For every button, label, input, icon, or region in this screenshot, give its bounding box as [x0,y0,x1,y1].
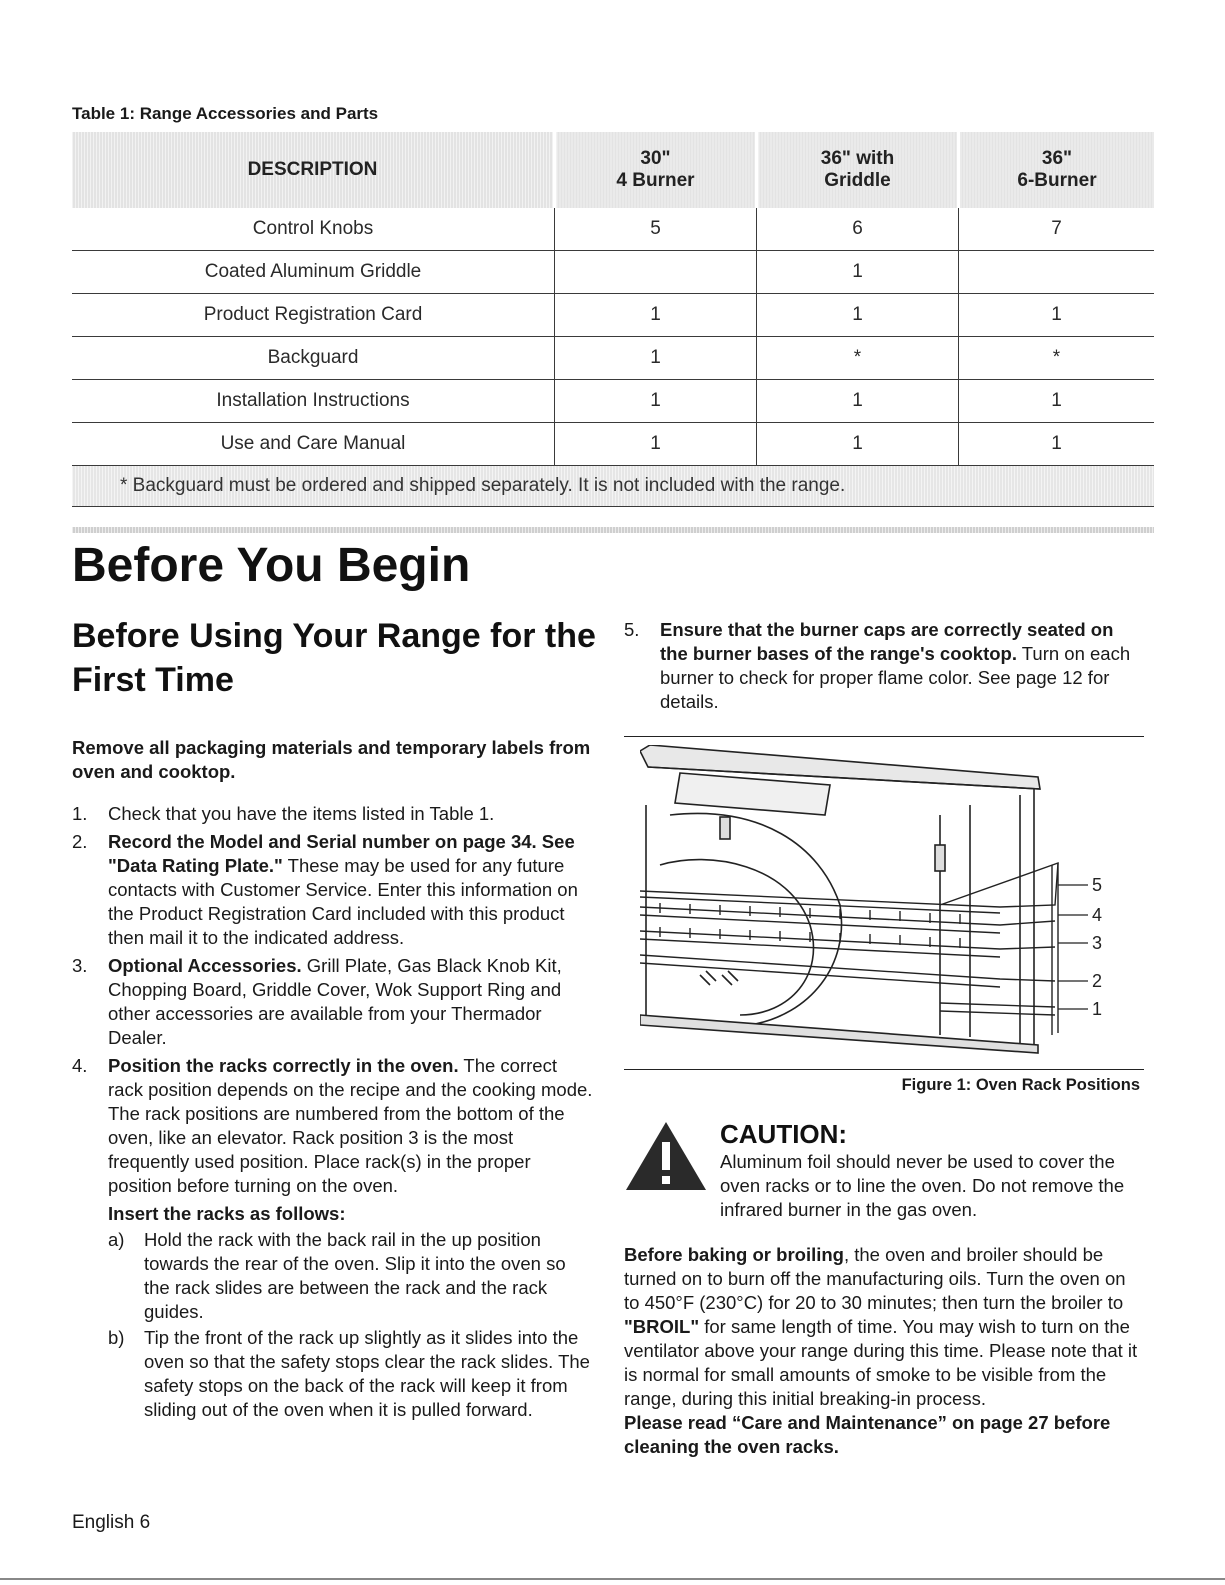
table-cell: 1 [555,423,757,466]
item-number: 1. [72,803,88,824]
section-subtitle: Before Using Your Range for the First Time [72,617,596,699]
intro-text: Remove all packaging materials and temporary labels from oven and cooktop. [72,737,591,782]
header-description [72,132,555,208]
figure-bottom-rule [624,1069,1144,1070]
rack-label-5: 5 [1092,875,1103,895]
rack-2 [640,955,1055,987]
baking-text-1: , the oven and broiler should be turned on to burn off the manufacturing oils. Turn the oven on to 450°F (230°C) for 20 to 30 minutes; then turn the broiler to [624,1244,1126,1313]
table-cell: 7 [959,208,1155,251]
item-bold: Record the Model and Serial number on page 34. See "Data Rating Plate." [108,831,575,876]
item-number: 2. [72,831,88,852]
section-title: Before You Begin [72,539,471,592]
header-36-6-burner [959,132,1155,208]
header-label: 36" with Griddle [820,148,895,191]
table-row [72,208,1154,251]
table-cell: 1 [959,423,1155,466]
list-item [108,1326,594,1422]
table-cell: * [959,337,1155,380]
item-text: The correct rack position depends on the recipe and the cooking mode. The rack positions are numbered from the bottom of the oven, like an elevator. Rack position 3 is the most frequently used position. Place rack(s) in the proper position before turning on the oven. [108,1055,593,1196]
table-cell: Installation Instructions [72,380,555,423]
baking-bold-1: Before baking or broiling [624,1244,844,1265]
item-label: b) [108,1327,125,1348]
header-label: DESCRIPTION [247,159,378,180]
rack-3 [640,927,1055,957]
caution-title: CAUTION: [720,1119,848,1149]
item-5 [624,618,1144,714]
page-footer: English 6 [72,1512,151,1533]
table-cell: * [757,337,959,380]
list-item [72,954,594,1050]
table-cell: 1 [757,294,959,337]
instructions-column [72,736,594,1424]
rack-4 [640,903,1055,933]
table-cell: 1 [959,294,1155,337]
list-item [72,830,594,950]
item-number: 3. [72,955,88,976]
table-cell [555,251,757,294]
item-text: Hold the rack with the back rail in the up position towards the rear of the oven. Slip it into the oven so the rack slides are between the rack and the rack guides. [144,1229,566,1322]
warning-triangle-icon [624,1120,708,1192]
item-label: a) [108,1229,125,1250]
header-label: 36" 6-Burner [1017,148,1097,191]
item-text: Check that you have the items listed in Table 1. [108,803,495,824]
rack-5 [640,863,1058,913]
item-number: 5. [624,619,640,640]
item-bold: Position the racks correctly in the oven. [108,1055,459,1076]
table-cell: 6 [757,208,959,251]
table-row [72,380,1154,423]
table-row [72,337,1154,380]
table-cell: 1 [757,251,959,294]
table-cell: 1 [555,337,757,380]
table-row [72,294,1154,337]
item-bold: Ensure that the burner caps are correctly seated on the burner bases of the range's cooktop. [660,619,1114,664]
rack-label-3: 3 [1092,933,1103,953]
rack-label-2: 2 [1092,971,1103,991]
bottom-rule [0,1578,1225,1580]
item-text: Tip the front of the rack up slightly as it slides into the oven so that the safety stops clear the rack slides. The safety stops on the back of the rack will keep it from sliding out of the oven when it is pulled forward. [144,1327,590,1420]
rack-insert-steps [72,1228,594,1422]
header-label: 30" 4 Burner [616,148,695,191]
header-30-4-burner [555,132,757,208]
baking-text-2: for same length of time. You may wish to turn on the ventilator above your range during this time. Please note that it is normal for small amounts of smoke to be visible from the range, during this initial breaking-in process. [624,1316,1138,1409]
baking-bold-2: "BROIL" [624,1316,700,1337]
insert-heading: Insert the racks as follows: [108,1203,346,1224]
rack-label-1: 1 [1092,999,1103,1019]
table-cell: Coated Aluminum Griddle [72,251,555,294]
rack-1 [940,1003,1055,1015]
list-item [72,1054,594,1198]
table-cell: 5 [555,208,757,251]
caution-text: Aluminum foil should never be used to cover the oven racks or to line the oven. Do not remove the infrared burner in the gas oven. [720,1151,1125,1220]
item-bold: Optional Accessories. [108,955,302,976]
table-cell: Control Knobs [72,208,555,251]
table-row [72,423,1154,466]
instruction-list [72,802,594,1198]
list-item [108,1228,594,1324]
table-cell: 1 [555,294,757,337]
table-cell: 1 [757,380,959,423]
item-number: 4. [72,1055,88,1076]
oven-rack-figure [640,745,1120,1060]
item-text: Turn on each burner to check for proper flame color. See page 12 for details. [660,643,1131,712]
baking-paragraph [624,1243,1144,1459]
table-cell: Backguard [72,337,555,380]
figure-top-rule [624,736,1144,737]
care-note: Please read “Care and Maintenance” on page 27 before cleaning the oven racks. [624,1412,1111,1457]
section-divider [72,527,1154,533]
figure-caption: Figure 1: Oven Rack Positions [901,1076,1140,1094]
table-footnote-row [72,466,1154,507]
table-header-row [72,132,1154,208]
table-cell: 1 [757,423,959,466]
table-footnote: * Backguard must be ordered and shipped separately. It is not included with the range. [72,466,1154,507]
table-cell: 1 [555,380,757,423]
list-item [72,802,594,826]
table-cell: 1 [959,380,1155,423]
table-cell [959,251,1155,294]
table-row [72,251,1154,294]
item-text: Grill Plate, Gas Black Knob Kit, Chopping Board, Griddle Cover, Wok Support Ring and other accessories are available from your Thermador Dealer. [108,955,562,1048]
rack-label-4: 4 [1092,905,1103,925]
table-caption: Table 1: Range Accessories and Parts [72,104,379,123]
table-cell: Use and Care Manual [72,423,555,466]
header-36-griddle [757,132,959,208]
item-text: These may be used for any future contacts with Customer Service. Enter this information on the Product Registration Card included with this product then mail it to the indicated address. [108,855,578,948]
accessories-table [72,132,1154,507]
list-item [624,618,1144,714]
table-cell: Product Registration Card [72,294,555,337]
